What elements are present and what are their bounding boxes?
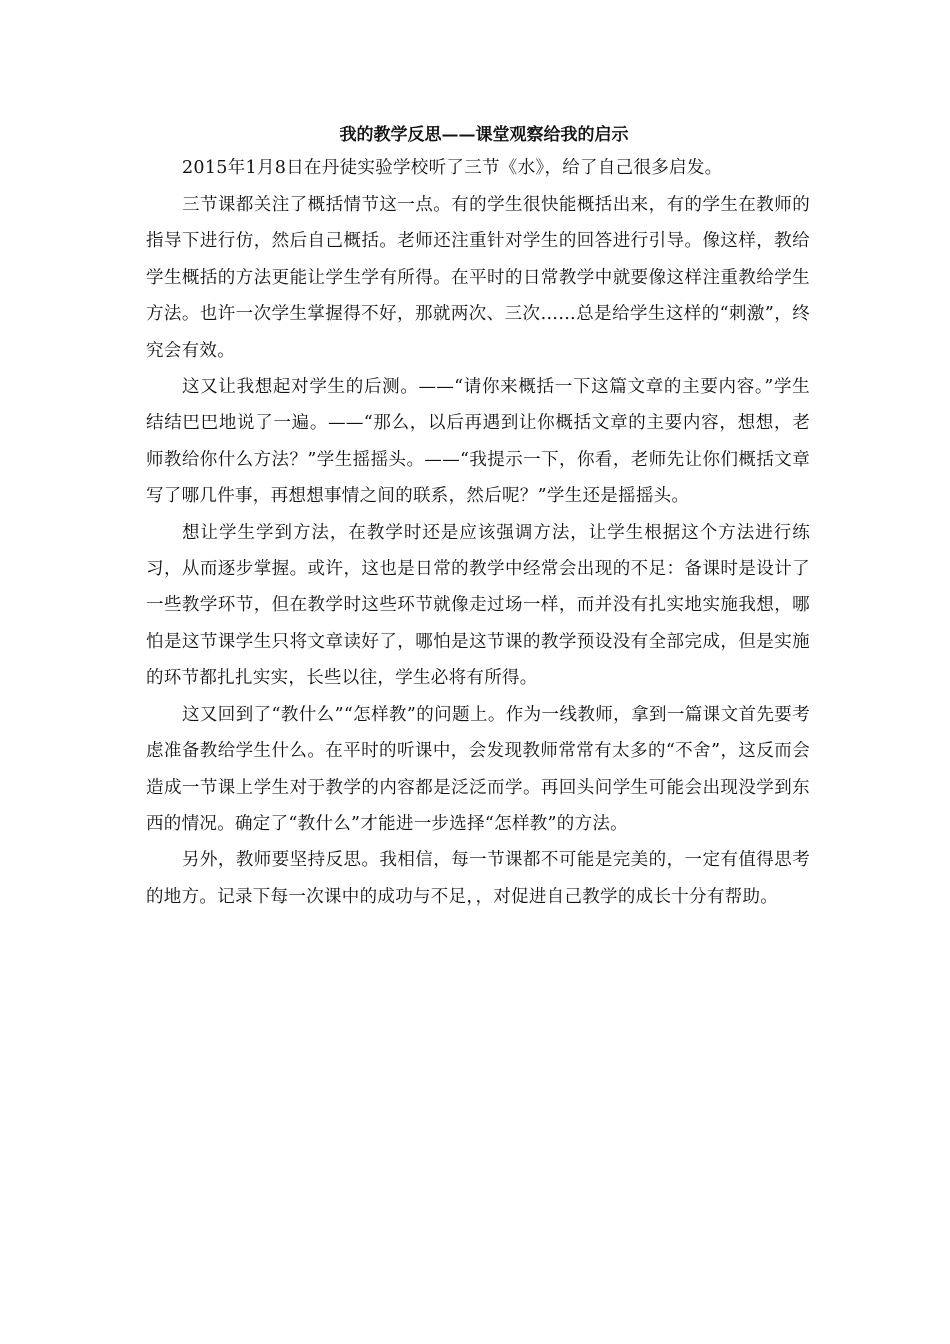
paragraph-intro: 2015年1月8日在丹徒实验学校听了三节《水》，给了自己很多启发。 xyxy=(182,158,723,178)
paragraph-reflection: 另外，教师要坚持反思。我相信，每一节课都不可能是完美的，一定有值得思考的地方。记录下每一次课中的成功与不足，，对促进自己教学的成长十分有帮助。 xyxy=(146,850,810,907)
paragraph-method: 想让学生学到方法，在教学时还是应该强调方法，让学生根据这个方法进行练习，从而逐步掌握。或许，这也是日常的教学中经常会出现的不足：备课时是设计了一些教学环节，但在教学时这些环节就像走过场一样，而并没有扎实地实施我想，哪怕是这节课学生只将文章读好了，哪怕是这节课的教学预设没有全部完成，但是实施的环节都扎扎实实，长些以往，学生必将有所得。 xyxy=(146,522,810,689)
document-page xyxy=(146,118,810,915)
paragraph-post-test: 这又让我想起对学生的后测。——“请你来概括一下这篇文章的主要内容。”学生结结巴巴地说了一遍。——“那么，以后再遇到让你概括文章的主要内容，想想，老师教给你什么方法？”学生摇摇头。——“我提示一下，你看，老师先让你们概括文章写了哪几件事，再想想事情之间的联系，然后呢？”学生还是摇摇头。 xyxy=(146,377,810,507)
paragraph-what-how: 这又回到了“教什么”“怎样教”的问题上。作为一线教师，拿到一篇课文首先要考虑准备教给学生什么。在平时的听课中，会发现教师常常有太多的“不舍”，这反而会造成一节课上学生对于教学的内容都是泛泛而学。再回头问学生可能会出现没学到东西的情况。确定了“教什么”才能进一步选择“怎样教”的方法。 xyxy=(146,704,810,834)
paragraph-summarizing: 三节课都关注了概括情节这一点。有的学生很快能概括出来，有的学生在教师的指导下进行仿，然后自己概括。老师还注重针对学生的回答进行引导。像这样，教给学生概括的方法更能让学生学有所得。在平时的日常教学中就要像这样注重教给学生方法。也许一次学生掌握得不好，那就两次、三次……总是给学生这样的“刺激”，终究会有效。 xyxy=(146,195,810,361)
document-title: 我的教学反思——课堂观察给我的启示 xyxy=(339,125,629,145)
